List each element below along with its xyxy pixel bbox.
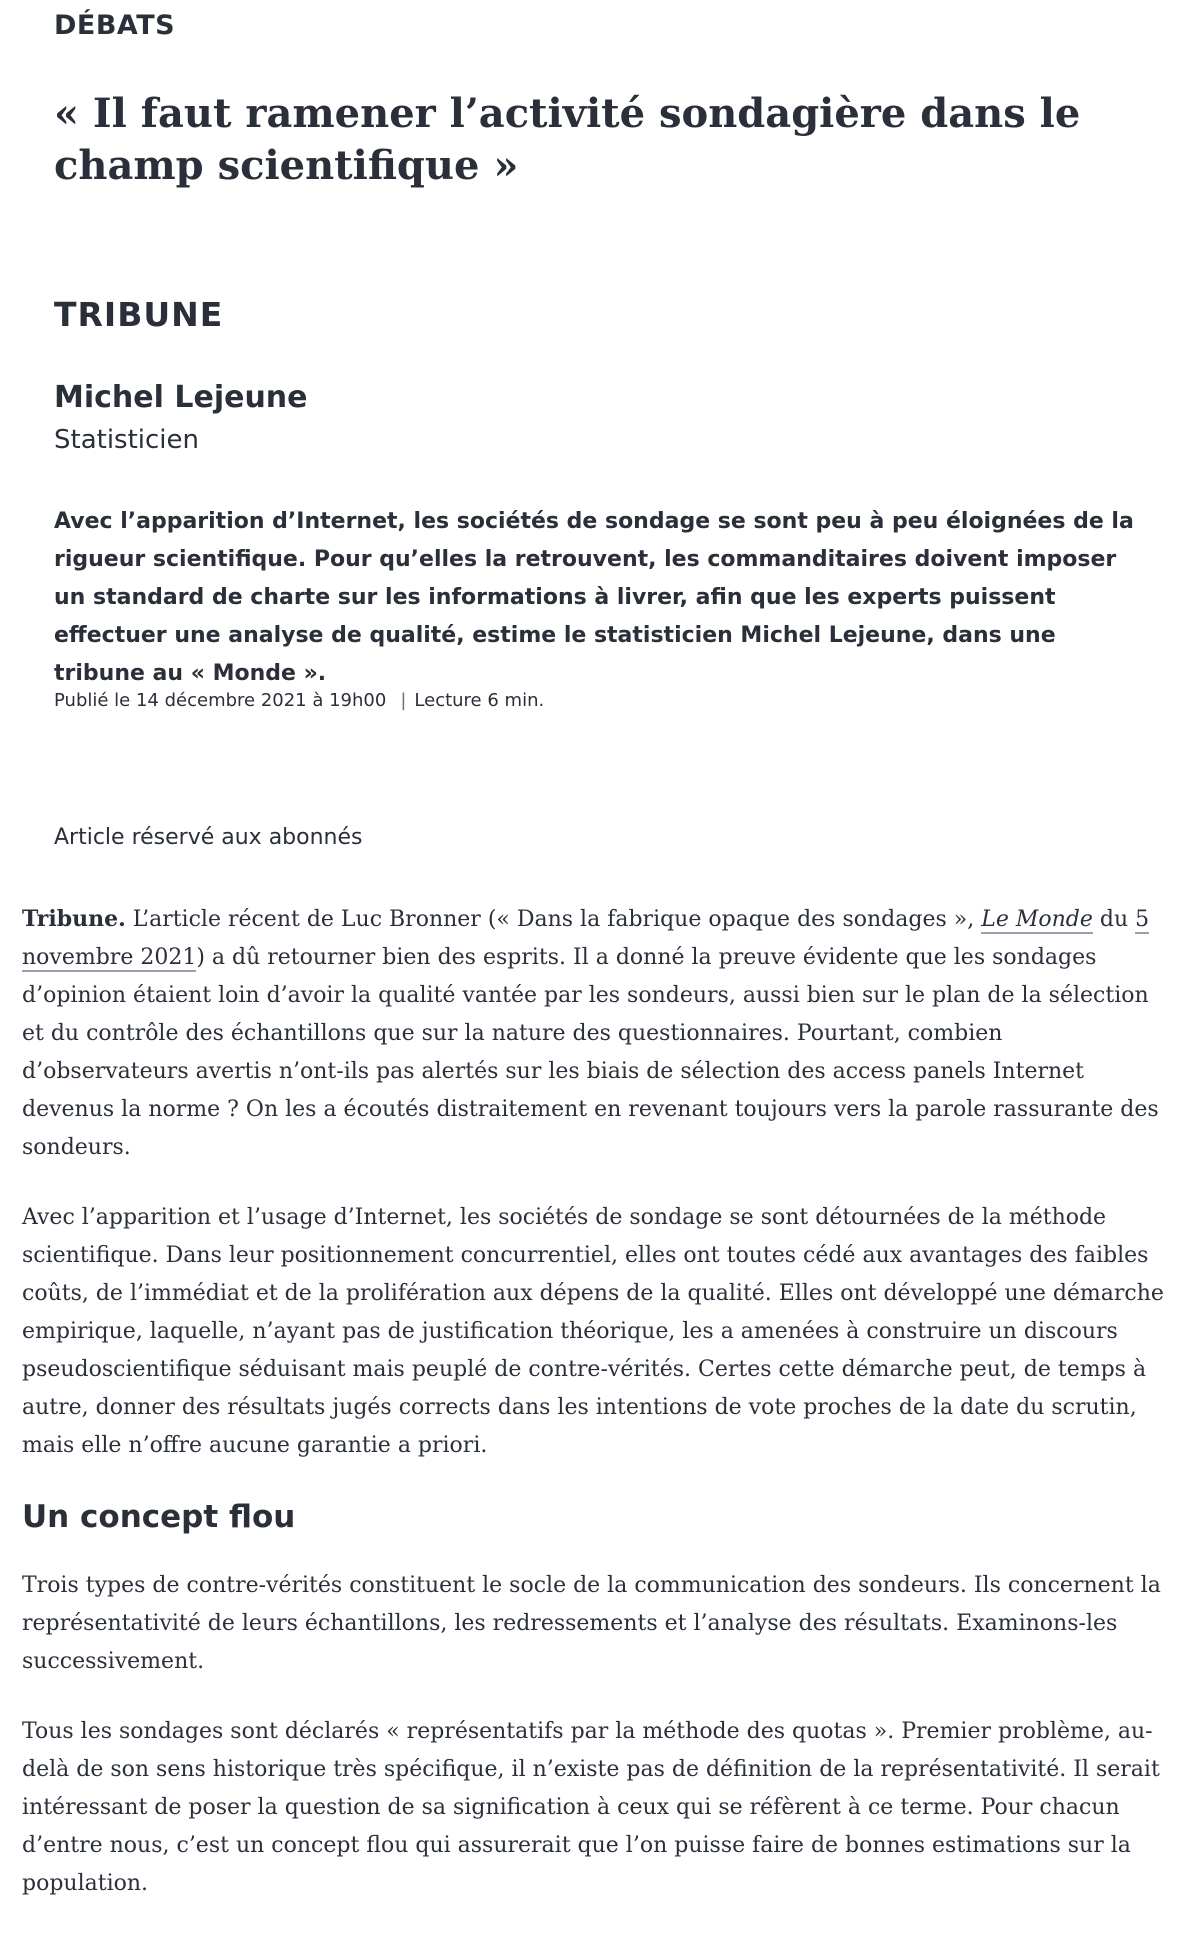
- link-le-monde-label: Le Monde: [981, 907, 1093, 932]
- author-name[interactable]: Michel Lejeune: [54, 380, 308, 415]
- publication-date: Publié le 14 décembre 2021 à 19h00: [54, 690, 387, 711]
- meta-separator: |: [400, 690, 407, 711]
- article-headline: « Il faut ramener l’activité sondagière dans le champ scientifique »: [54, 90, 1081, 189]
- article-subheading: Un concept flou: [22, 1499, 296, 1535]
- article-paragraph: Tous les sondages sont déclarés « représentatifs par la méthode des quotas ». Premier problème, au-delà de son sens historique très spécifique, il n’existe pas de définition de la représentativité. Il serait intéressant de poser la question de sa signification à ceux qui se réfèrent à ce terme. Pour chacun d’entre nous, c’est un concept flou qui assurerait que l’on puisse faire de bonnes estimations sur la population.: [22, 1719, 1160, 1896]
- article-paragraph: Trois types de contre-vérités constituent le socle de la communication des sondeurs. Ils concernent la représentativité de leurs échantillons, les redressements et l’analyse des résultats. Examinons-les successivement.: [22, 1573, 1161, 1674]
- article-body: [22, 900, 1172, 1935]
- article-paragraph: Avec l’apparition et l’usage d’Internet, les sociétés de sondage se sont détournées de la méthode scientifique. Dans leur positionnement concurrentiel, elles ont toutes cédé aux avantages des faibles coûts, de l’immédiat et de la prolifération aux dépens de la qualité. Elles ont développé une démarche empirique, laquelle, n’ayant pas de justification théorique, les a amenées à construire un discours pseudoscientifique séduisant mais peuplé de contre-vérités. Certes cette démarche peut, de temps à autre, donner des résultats jugés corrects dans les intentions de vote proches de la date du scrutin, mais elle n’offre aucune garantie a priori.: [22, 1205, 1164, 1458]
- paragraph-text: ) a dû retourner bien des esprits. Il a donné la preuve évidente que les sondages d’opinion étaient loin d’avoir la qualité vantée par les sondeurs, aussi bien sur le plan de la sélection et du contrôle des échantillons que sur la nature des questionnaires. Pourtant, combien d’observateurs avertis n’ont-ils pas alertés sur les biais de sélection des access panels Internet devenus la norme ? On les a écoutés distraitement en revenant toujours vers la parole rassurante des sondeurs.: [22, 945, 1159, 1160]
- author-role: Statisticien: [54, 425, 200, 455]
- paragraph-text: du: [1092, 907, 1136, 932]
- link-le-monde[interactable]: [981, 907, 1093, 934]
- article-meta: [54, 690, 544, 711]
- article-paragraph: [22, 900, 1172, 1167]
- article-standfirst: Avec l’apparition d’Internet, les sociétés de sondage se sont peu à peu éloignées de la rigueur scientifique. Pour qu’elles la retrouvent, les commanditaires doivent imposer un standard de charte sur les informations à livrer, afin que les experts puissent effectuer une analyse de qualité, estime le statisticien Michel Lejeune, dans une tribune au « Monde ».: [54, 509, 1134, 686]
- paragraph-lead: Tribune.: [22, 906, 126, 932]
- link-article-date[interactable]: 5 novembre 2021: [22, 907, 1150, 970]
- subscriber-only-notice: Article réservé aux abonnés: [54, 825, 363, 850]
- reading-time: Lecture 6 min.: [414, 690, 545, 711]
- article-type-tag: TRIBUNE: [54, 295, 224, 334]
- paragraph-text: L’article récent de Luc Bronner (« Dans la fabrique opaque des sondages »,: [125, 907, 982, 932]
- section-rubric[interactable]: DÉBATS: [54, 10, 176, 41]
